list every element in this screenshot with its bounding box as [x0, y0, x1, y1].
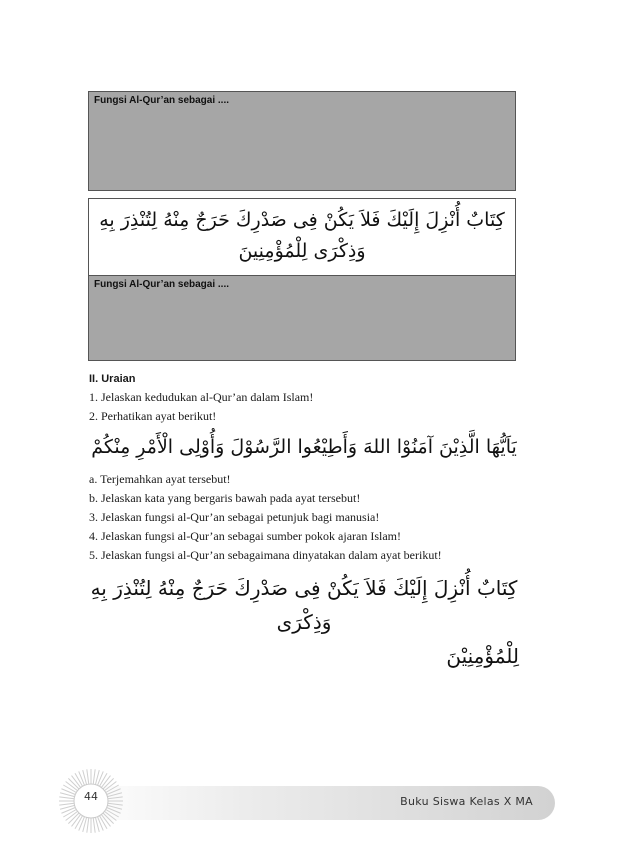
answer-box-2-label: Fungsi Al-Qur’an sebagai ....	[94, 279, 230, 290]
verse-box-line-2: وَذِكْرَى لِلْمُؤْمِنِينَ	[238, 240, 366, 262]
question-5-verse	[89, 571, 519, 673]
question-5: 5. Jelaskan fungsi al-Qur’an sebagaimana dinyatakan dalam ayat berikut!	[89, 548, 442, 562]
section-heading: II. Uraian	[89, 373, 136, 385]
question-1: 1. Jelaskan kedudukan al-Qur’an dalam Islam!	[89, 390, 314, 404]
verse-box-line-1: كِتَابٌ أُنْزِلَ إِلَيْكَ فَلاَ يَكُنْ فِى صَدْرِكَ حَرَجٌ مِنْهُ لِتُنْذِرَ بِهِ	[99, 209, 505, 231]
question-a: a. Terjemahkan ayat tersebut!	[89, 472, 231, 486]
question-4: 4. Jelaskan fungsi al-Qur’an sebagai sumber pokok ajaran Islam!	[89, 529, 402, 543]
book-title: Buku Siswa Kelas X MA	[400, 795, 533, 808]
question-b: b. Jelaskan kata yang bergaris bawah pada ayat tersebut!	[89, 491, 361, 505]
answer-box-1-label: Fungsi Al-Qur’an sebagai ....	[94, 95, 230, 106]
question-3: 3. Jelaskan fungsi al-Qur’an sebagai petunjuk bagi manusia!	[89, 510, 380, 524]
question-2-verse: يَاَيُّهَا الَّذِيْنَ آمَنُوْا اللهَ وَأَطِيْعُوا الرَّسُوْلَ وَأُوْلِى الْأَمْرِ مِنْكُمْ	[91, 436, 517, 458]
answer-box-1	[88, 91, 516, 191]
verse-box-text	[88, 205, 516, 267]
question-5-verse-line-1: كِتَابٌ أُنْزِلَ إِلَيْكَ فَلاَ يَكُنْ فِى صَدْرِكَ حَرَجٌ مِنْهُ لِتُنْذِرَ بِهِ وَذِكْرَى	[90, 576, 518, 634]
essay-section	[89, 373, 519, 673]
question-2: 2. Perhatikan ayat berikut!	[89, 409, 217, 423]
question-5-verse-line-2: لِلْمُؤْمِنِيْنَ	[446, 644, 519, 668]
page-number: 44	[84, 790, 98, 803]
footer-bar	[78, 786, 555, 820]
answer-box-2	[88, 275, 516, 361]
